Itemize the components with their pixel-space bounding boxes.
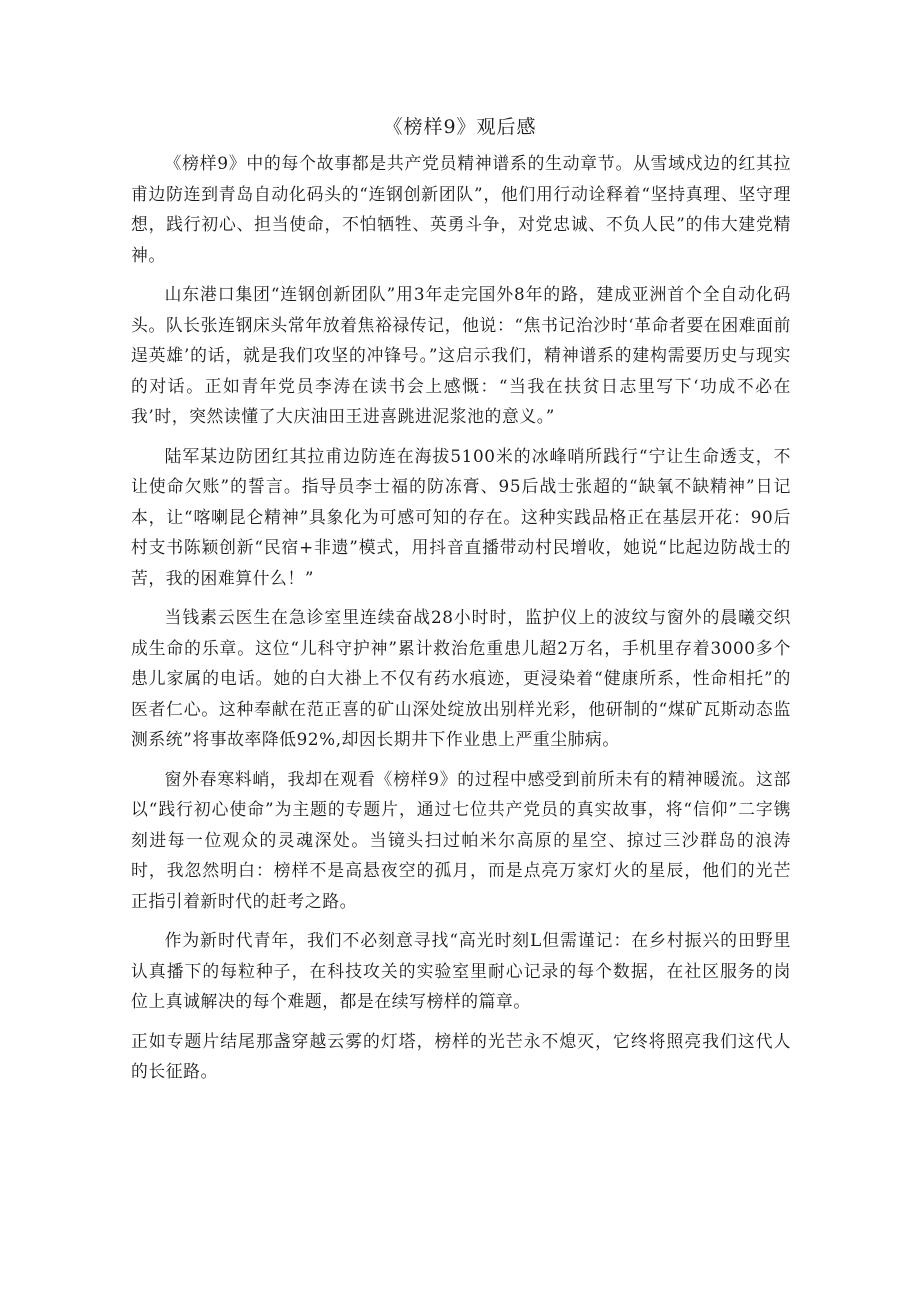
paragraph-3: 陆军某边防团红其拉甫边防连在海拔5100米的冰峰哨所践行“宁让生命透支，不让使命欠账”的誓言。指导员李士福的防冻膏、95后战士张超的“缺氧不缺精神”日记本，让“喀喇昆仑精神”具象化为可感可知的存在。这种实践品格正在基层开花：90后村支书陈颖创新“民宿+非遗”模式，用抖音直播带动村民增收，她说“比起边防战士的苦，我的困难算什么！” xyxy=(131,445,791,588)
paragraph-2: 山东港口集团“连钢创新团队”用3年走完国外8年的路，建成亚洲首个全自动化码头。队长张连钢床头常年放着焦裕禄传记，他说：“焦书记治沙时‘革命者要在困难面前逞英雄’的话，就是我们攻坚的冲锋号。”这启示我们，精神谱系的建构需要历史与现实的对话。正如青年党员李涛在读书会上感慨：“当我在扶贫日志里写下‘功成不必在我’时，突然读懂了大庆油田王进喜跳进泥浆池的意义。” xyxy=(131,284,791,426)
document-body xyxy=(131,148,791,1087)
document-title: 《榜样9》观后感 xyxy=(383,116,537,138)
paragraph-4: 当钱素云医生在急诊室里连续奋战28小时时，监护仪上的波纹与窗外的晨曦交织成生命的乐章。这位“儿科守护神”累计救治危重患儿超2万名，手机里存着3000多个患儿家属的电话。她的白大褂上不仅有药水痕迹，更浸染着“健康所系，性命相托”的医者仁心。这种奉献在范正喜的矿山深处绽放出别样光彩，他研制的“煤矿瓦斯动态监测系统”将事故率降低92%,却因长期井下作业患上严重尘肺病。 xyxy=(131,607,791,749)
paragraph-7: 正如专题片结尾那盏穿越云雾的灯塔，榜样的光芒永不熄灭，它终将照亮我们这代人的长征路。 xyxy=(131,1030,791,1081)
paragraph-1: 《榜样9》中的每个故事都是共产党员精神谱系的生动章节。从雪域戍边的红其拉甫边防连到青岛自动化码头的“连钢创新团队”，他们用行动诠释着“坚持真理、坚守理想，践行初心、担当使命，不怕牺牲、英勇斗争，对党忠诚、不负人民”的伟大建党精神。 xyxy=(131,153,791,265)
paragraph-6: 作为新时代青年，我们不必刻意寻找“高光时刻L但需谨记：在乡村振兴的田野里认真播下的每粒种子，在科技攻关的实验室里耐心记录的每个数据，在社区服务的岗位上真诚解决的每个难题，都是在续写榜样的篇章。 xyxy=(131,930,791,1011)
paragraph-5: 窗外春寒料峭，我却在观看《榜样9》的过程中感受到前所未有的精神暖流。这部以“践行初心使命”为主题的专题片，通过七位共产党员的真实故事，将“信仰”二字镌刻进每一位观众的灵魂深处。当镜头扫过帕米尔高原的星空、掠过三沙群岛的浪涛时，我忽然明白：榜样不是高悬夜空的孤月，而是点亮万家灯火的星辰，他们的光芒正指引着新时代的赶考之路。 xyxy=(131,768,791,911)
